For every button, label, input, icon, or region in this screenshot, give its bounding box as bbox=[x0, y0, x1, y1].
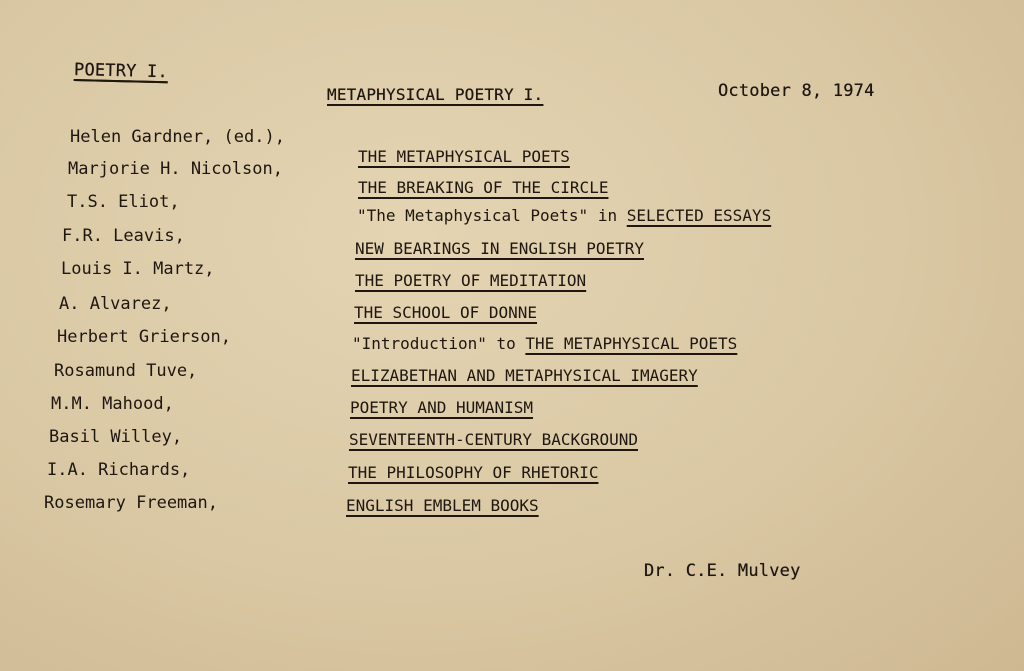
work-title: THE BREAKING OF THE CIRCLE bbox=[358, 178, 609, 197]
signature-name: Dr. C.E. Mulvey bbox=[644, 561, 801, 581]
author-name: Herbert Grierson, bbox=[57, 327, 231, 347]
author-name: Helen Gardner, (ed.), bbox=[70, 127, 285, 147]
author-name: A. Alvarez, bbox=[59, 294, 172, 314]
work-entry bbox=[358, 147, 570, 166]
work-entry bbox=[358, 178, 608, 197]
work-title: ELIZABETHAN AND METAPHYSICAL IMAGERY bbox=[351, 366, 698, 385]
work-title: THE PHILOSOPHY OF RHETORIC bbox=[348, 463, 599, 482]
author-name: F.R. Leavis, bbox=[62, 226, 185, 246]
work-prefix: "Introduction" to bbox=[352, 334, 526, 353]
author-name: M.M. Mahood, bbox=[51, 394, 174, 414]
work-entry bbox=[350, 398, 533, 417]
author-name: Rosamund Tuve, bbox=[54, 361, 198, 381]
work-entry bbox=[351, 366, 698, 385]
work-title: SEVENTEENTH-CENTURY BACKGROUND bbox=[349, 430, 638, 449]
work-title: THE METAPHYSICAL POETS bbox=[525, 334, 738, 353]
work-title: ENGLISH EMBLEM BOOKS bbox=[346, 496, 539, 515]
work-title: THE METAPHYSICAL POETS bbox=[358, 147, 570, 166]
work-title: THE POETRY OF MEDITATION bbox=[355, 271, 587, 290]
work-entry bbox=[352, 334, 737, 353]
work-entry bbox=[349, 430, 638, 449]
work-title: NEW BEARINGS IN ENGLISH POETRY bbox=[355, 239, 644, 258]
author-name: Marjorie H. Nicolson, bbox=[68, 159, 283, 179]
author-name: Louis I. Martz, bbox=[61, 259, 215, 279]
work-title: POETRY AND HUMANISM bbox=[350, 398, 534, 417]
author-name: Basil Willey, bbox=[49, 427, 183, 447]
work-entry bbox=[348, 463, 598, 482]
author-name: I.A. Richards, bbox=[47, 460, 191, 480]
work-entry bbox=[346, 496, 539, 515]
work-entry bbox=[357, 206, 771, 225]
work-entry bbox=[355, 239, 644, 258]
document-title: METAPHYSICAL POETRY I. bbox=[327, 85, 544, 104]
course-heading: POETRY I. bbox=[73, 60, 169, 83]
work-entry bbox=[355, 271, 586, 290]
author-name: Rosemary Freeman, bbox=[44, 493, 218, 513]
work-prefix: "The Metaphysical Poets" in bbox=[357, 206, 627, 225]
work-title: SELECTED ESSAYS bbox=[626, 206, 772, 225]
author-name: T.S. Eliot, bbox=[67, 192, 180, 212]
work-entry bbox=[354, 303, 537, 322]
work-title: THE SCHOOL OF DONNE bbox=[354, 303, 538, 322]
document-date: October 8, 1974 bbox=[718, 81, 875, 101]
